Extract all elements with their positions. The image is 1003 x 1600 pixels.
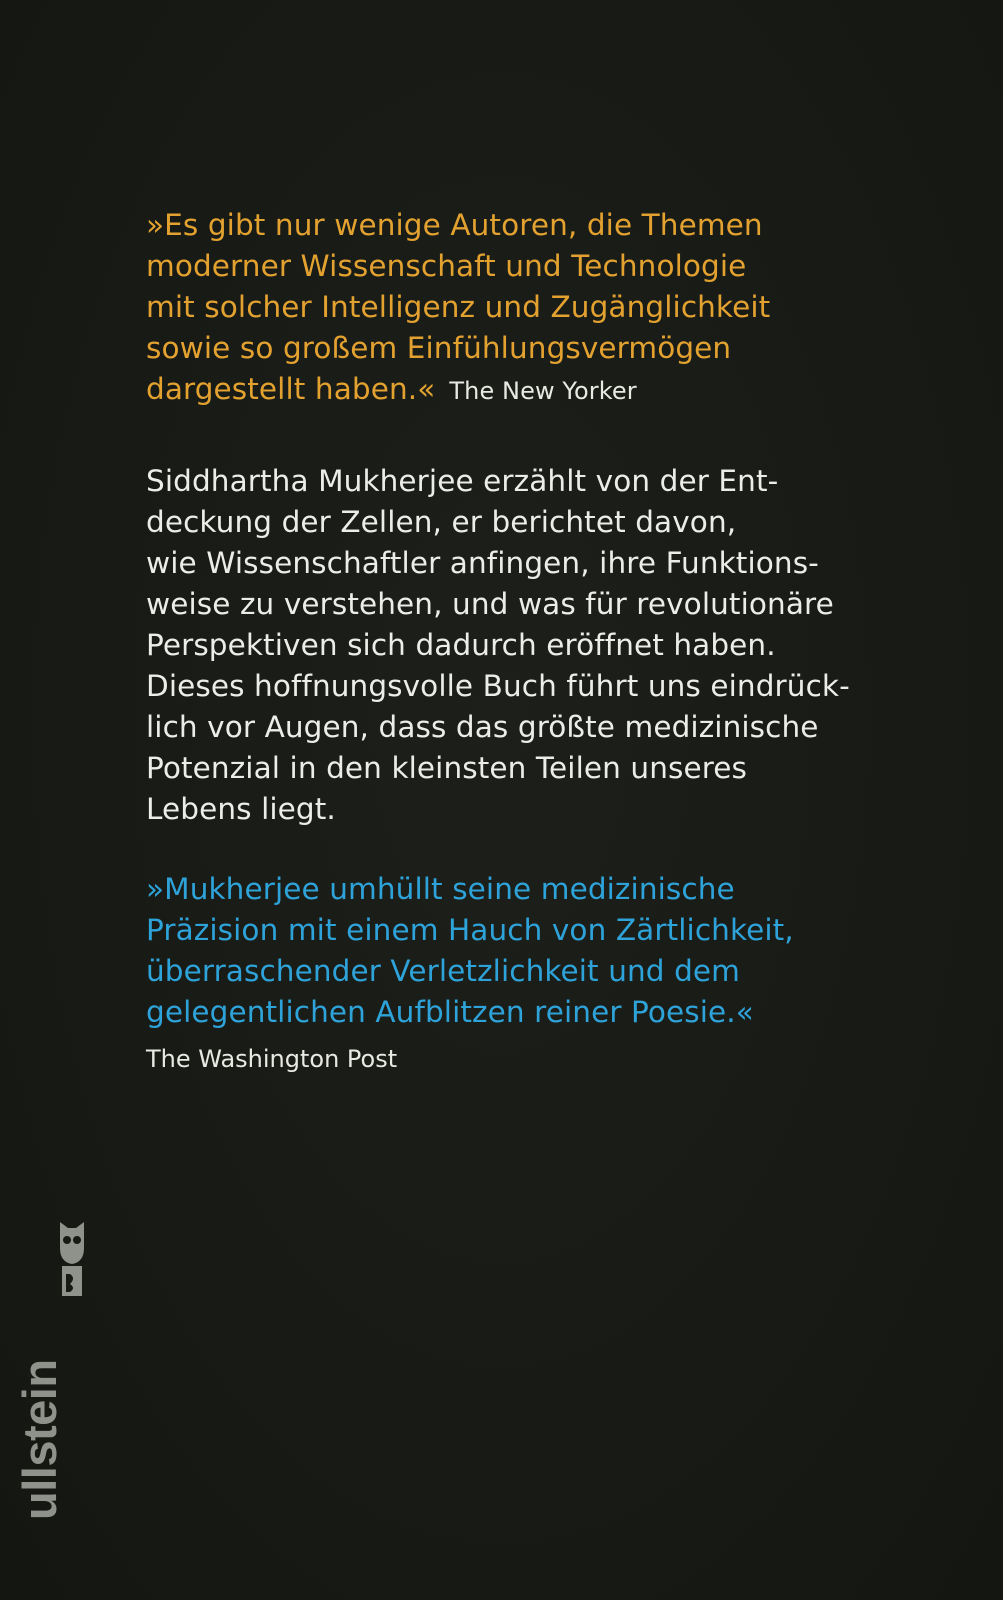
description-line: deckung der Zellen, er berichtet davon, bbox=[146, 505, 737, 539]
quote1-line: dargestellt haben.« bbox=[146, 372, 436, 406]
description-line: Lebens liegt. bbox=[146, 792, 336, 826]
description-line: Dieses hoffnungsvolle Buch führt uns eindrück- bbox=[146, 669, 850, 703]
description-line: Perspektiven sich dadurch eröffnet haben. bbox=[146, 628, 776, 662]
description-line: Siddhartha Mukherjee erzählt von der Ent- bbox=[146, 464, 779, 498]
quote2-line: überraschender Verletzlichkeit und dem bbox=[146, 954, 741, 988]
new-yorker-quote bbox=[146, 205, 906, 412]
description-line: Potenzial in den kleinsten Teilen unseres bbox=[146, 751, 748, 785]
publisher-logo: ullstein bbox=[13, 1359, 66, 1520]
quote1-line: sowie so großem Einfühlungsvermögen bbox=[146, 331, 732, 365]
quote1-source: The New Yorker bbox=[449, 377, 637, 405]
quote2-source: The Washington Post bbox=[146, 1045, 398, 1073]
quote1-line: moderner Wissenschaft und Technologie bbox=[146, 249, 747, 283]
quote2-line: gelegentlichen Aufblitzen reiner Poesie.« bbox=[146, 995, 754, 1029]
quote1-line: »Es gibt nur wenige Autoren, die Themen bbox=[146, 208, 763, 242]
quote1-line: mit solcher Intelligenz und Zugänglichkeit bbox=[146, 290, 771, 324]
quote2-line: »Mukherjee umhüllt seine medizinische bbox=[146, 872, 735, 906]
washington-post-quote bbox=[146, 869, 906, 1033]
description-line: wie Wissenschaftler anfingen, ihre Funktions- bbox=[146, 546, 819, 580]
quote2-line: Präzision mit einem Hauch von Zärtlichkeit, bbox=[146, 913, 794, 947]
description-line: weise zu verstehen, und was für revolutionäre bbox=[146, 587, 834, 621]
book-description bbox=[146, 461, 906, 830]
quote1-last-line bbox=[146, 369, 906, 412]
description-line: lich vor Augen, dass das größte medizinische bbox=[146, 710, 819, 744]
owl-icon bbox=[56, 1218, 88, 1300]
